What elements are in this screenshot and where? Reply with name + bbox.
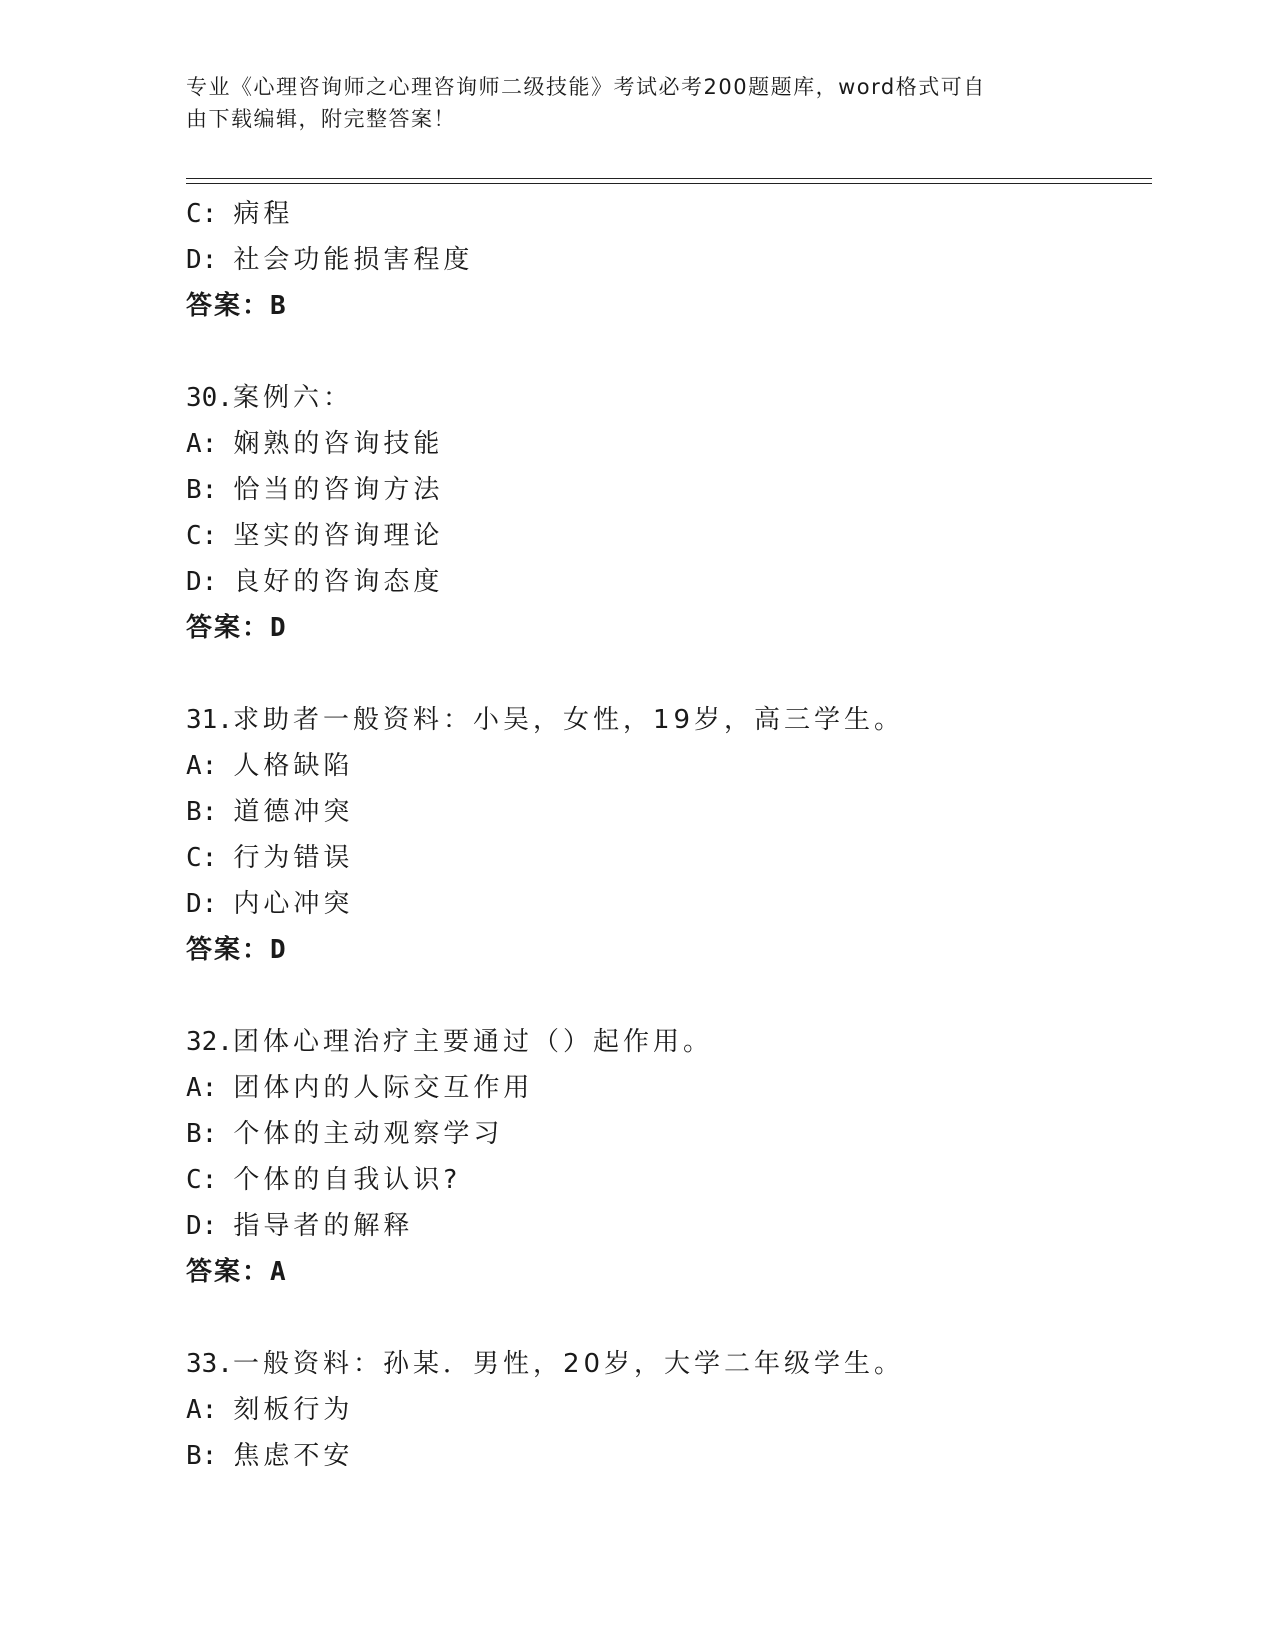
option-b: [186, 467, 1152, 513]
option-c: [186, 835, 1152, 881]
option-key: C:: [186, 199, 218, 229]
option-key: A:: [186, 1395, 218, 1425]
answer-label: 答案：: [186, 291, 271, 321]
option-key: D:: [186, 245, 218, 275]
option-key: C:: [186, 1165, 218, 1195]
option-key: A:: [186, 1073, 218, 1103]
question-text: 案例六：: [232, 383, 353, 413]
option-text: 个体的主动观察学习: [233, 1119, 504, 1149]
answer-label: 答案：: [186, 935, 271, 965]
option-text: 焦虑不安: [233, 1441, 354, 1471]
option-text: 个体的自我认识?: [233, 1165, 462, 1195]
question-block-33: [186, 1341, 1152, 1479]
answer-label: 答案：: [186, 613, 271, 643]
option-text: 人格缺陷: [233, 751, 354, 781]
question-number: 32.: [186, 1027, 233, 1057]
answer-line: [186, 927, 1152, 973]
option-key: C:: [186, 843, 218, 873]
header-line-1: 专业《心理咨询师之心理咨询师二级技能》考试必考200题题库，word格式可自: [186, 75, 986, 99]
option-b: [186, 789, 1152, 835]
option-key: B:: [186, 1441, 218, 1471]
answer-line: [186, 605, 1152, 651]
option-text: 道德冲突: [233, 797, 354, 827]
option-b: [186, 1433, 1152, 1479]
question-number: 33.: [186, 1349, 233, 1379]
option-text: 病程: [233, 199, 294, 229]
option-a: [186, 1387, 1152, 1433]
option-key: B:: [186, 797, 218, 827]
question-number: 31.: [186, 705, 233, 735]
option-text: 刻板行为: [233, 1395, 354, 1425]
spacer: [186, 329, 1152, 375]
question-block-32: [186, 1019, 1152, 1295]
option-text: 娴熟的咨询技能: [233, 429, 444, 459]
header-line-2: 由下载编辑，附完整答案！: [186, 107, 456, 131]
question-block-31: [186, 697, 1152, 973]
answer-line: [186, 283, 1152, 329]
option-key: B:: [186, 1119, 218, 1149]
option-c: [186, 513, 1152, 559]
option-text: 恰当的咨询方法: [233, 475, 444, 505]
answer-value: A: [270, 1257, 288, 1287]
question-number: 30.: [186, 383, 233, 413]
question-stem: [186, 697, 1152, 743]
option-text: 坚实的咨询理论: [233, 521, 444, 551]
question-text: 团体心理治疗主要通过（）起作用。: [232, 1027, 713, 1057]
spacer: [186, 1295, 1152, 1341]
question-text: 一般资料：孙某．男性，20岁，大学二年级学生。: [232, 1349, 905, 1379]
option-text: 行为错误: [233, 843, 354, 873]
option-key: C:: [186, 521, 218, 551]
question-block-30: [186, 375, 1152, 651]
question-stem: [186, 375, 1152, 421]
answer-label: 答案：: [186, 1257, 271, 1287]
option-key: A:: [186, 429, 218, 459]
answer-line: [186, 1249, 1152, 1295]
document-header: [186, 71, 1066, 135]
answer-value: B: [270, 291, 288, 321]
spacer: [186, 651, 1152, 697]
option-key: D:: [186, 567, 218, 597]
question-text: 求助者一般资料：小吴，女性，19岁，高三学生。: [232, 705, 905, 735]
option-a: [186, 1065, 1152, 1111]
option-text: 指导者的解释: [233, 1211, 414, 1241]
option-text: 良好的咨询态度: [233, 567, 444, 597]
option-d: [186, 237, 1152, 283]
option-d: [186, 1203, 1152, 1249]
option-b: [186, 1111, 1152, 1157]
option-d: [186, 881, 1152, 927]
spacer: [186, 973, 1152, 1019]
question-stem: [186, 1341, 1152, 1387]
option-text: 团体内的人际交互作用: [233, 1073, 534, 1103]
option-key: A:: [186, 751, 218, 781]
question-block-prev: [186, 191, 1152, 329]
option-text: 社会功能损害程度: [233, 245, 474, 275]
answer-value: D: [270, 935, 288, 965]
header-divider-top: [186, 178, 1152, 179]
question-list: [186, 191, 1152, 1479]
option-d: [186, 559, 1152, 605]
option-c: [186, 191, 1152, 237]
header-divider-bottom: [186, 183, 1152, 184]
answer-value: D: [270, 613, 288, 643]
option-key: B:: [186, 475, 218, 505]
option-key: D:: [186, 889, 218, 919]
option-c: [186, 1157, 1152, 1203]
option-a: [186, 743, 1152, 789]
option-text: 内心冲突: [233, 889, 354, 919]
option-a: [186, 421, 1152, 467]
option-key: D:: [186, 1211, 218, 1241]
question-stem: [186, 1019, 1152, 1065]
